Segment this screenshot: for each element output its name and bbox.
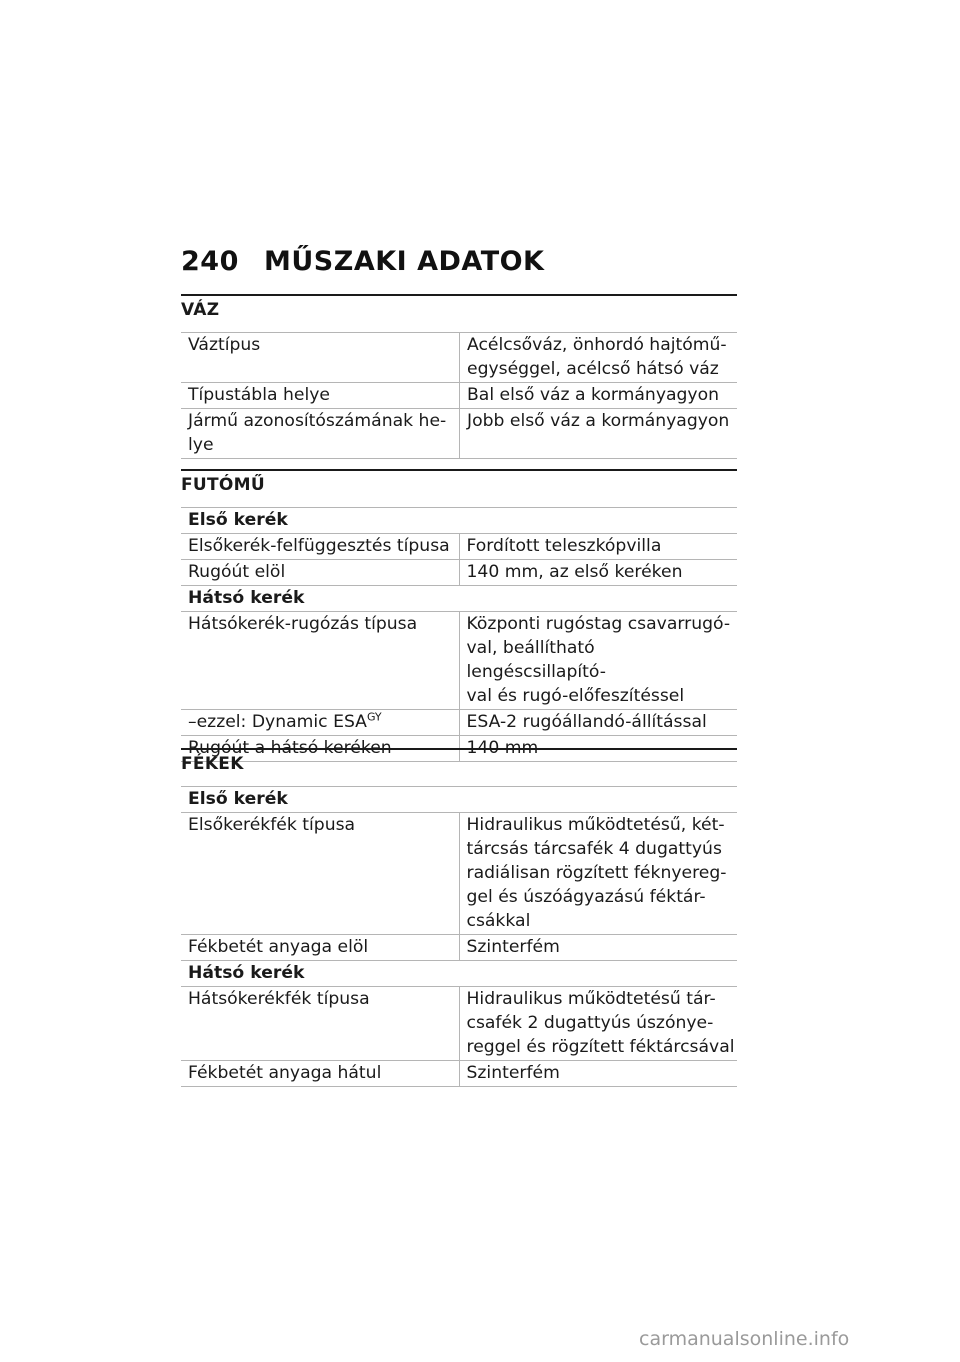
- spec-value: Fordított teleszkópvilla: [459, 534, 737, 560]
- subheading-front-wheel: Első kerék: [181, 508, 737, 534]
- spec-value: Hidraulikus működtetésű, két- tárcsás tárcsafék 4 dugattyús radiálisan rögzített féknyereg- gel és úszóágyazású féktár- csákkal: [459, 813, 737, 935]
- table-row: [181, 935, 737, 961]
- table-row: [181, 612, 737, 710]
- spec-label: –ezzel: Dynamic $ESA^{GY}$: [181, 710, 459, 736]
- spec-label: Fékbetét anyaga hátul: [181, 1061, 459, 1087]
- spec-value: Jobb első váz a kormányagyon: [460, 409, 738, 459]
- table-subheading-row: [181, 508, 737, 534]
- spec-value: Szinterfém: [459, 935, 737, 961]
- spec-label: Típustábla helye: [181, 383, 460, 409]
- section-title-futomu: FUTÓMŰ: [181, 475, 265, 495]
- table-row: [181, 560, 737, 586]
- spec-label: Elsőkerék-felfüggesztés típusa: [181, 534, 459, 560]
- spec-value: Bal első váz a kormányagyon: [460, 383, 738, 409]
- section-vaz: [181, 294, 737, 459]
- section-futomu: [181, 469, 737, 762]
- subheading-rear-wheel: Hátsó kerék: [181, 586, 737, 612]
- spec-label: Váztípus: [181, 333, 460, 383]
- table-subheading-row: [181, 787, 737, 813]
- spec-value: Hidraulikus működtetésű tár- csafék 2 dugattyús úszónye- reggel és rögzített féktárcsával: [459, 987, 737, 1061]
- table-subheading-row: [181, 586, 737, 612]
- table-row: [181, 409, 737, 459]
- table-row: [181, 333, 737, 383]
- spec-label: Rugóút a hátsó keréken: [181, 736, 459, 762]
- table-row: [181, 710, 737, 736]
- section-title-fekek: FÉKEK: [181, 754, 244, 774]
- section-rule: [181, 294, 737, 332]
- section-rule: [181, 748, 737, 786]
- spec-label: Elsőkerékfék típusa: [181, 813, 459, 935]
- spec-label: Hátsókerékfék típusa: [181, 987, 459, 1061]
- spec-value: Acélcsőváz, önhordó hajtómű- egységgel, acélcső hátsó váz: [460, 333, 738, 383]
- table-row: [181, 534, 737, 560]
- chapter-title: MŰSZAKI ADATOK: [264, 246, 545, 277]
- spec-value: 140 mm, az első keréken: [459, 560, 737, 586]
- section-fekek: [181, 748, 737, 1087]
- subheading-front-wheel: Első kerék: [181, 787, 737, 813]
- spec-label: Hátsókerék-rugózás típusa: [181, 612, 459, 710]
- table-row: [181, 1061, 737, 1087]
- spec-table-futomu: [181, 507, 737, 762]
- subheading-rear-wheel: Hátsó kerék: [181, 961, 737, 987]
- section-title-vaz: VÁZ: [181, 300, 220, 320]
- spec-value: 140 mm: [459, 736, 737, 762]
- spec-value: ESA-2 rugóállandó-állítással: [459, 710, 737, 736]
- table-row: [181, 813, 737, 935]
- table-subheading-row: [181, 961, 737, 987]
- spec-label: Fékbetét anyaga elöl: [181, 935, 459, 961]
- spec-label: Jármű azonosítószámának he- lye: [181, 409, 460, 459]
- spec-table-fekek: [181, 786, 737, 1087]
- table-row: [181, 987, 737, 1061]
- section-rule: [181, 469, 737, 507]
- table-row: [181, 383, 737, 409]
- superscript-gy: GY: [366, 710, 382, 724]
- page-number: 240: [181, 246, 239, 277]
- page-header: [181, 246, 544, 282]
- spec-value: Központi rugóstag csavarrugó- val, beállítható lengéscsillapító- val és rugó-előfeszítéssel: [459, 612, 737, 710]
- watermark-link[interactable]: carmanualsonline.info: [639, 1328, 850, 1350]
- spec-value: Szinterfém: [459, 1061, 737, 1087]
- spec-label: Rugóút elöl: [181, 560, 459, 586]
- spec-table-vaz: [181, 332, 737, 459]
